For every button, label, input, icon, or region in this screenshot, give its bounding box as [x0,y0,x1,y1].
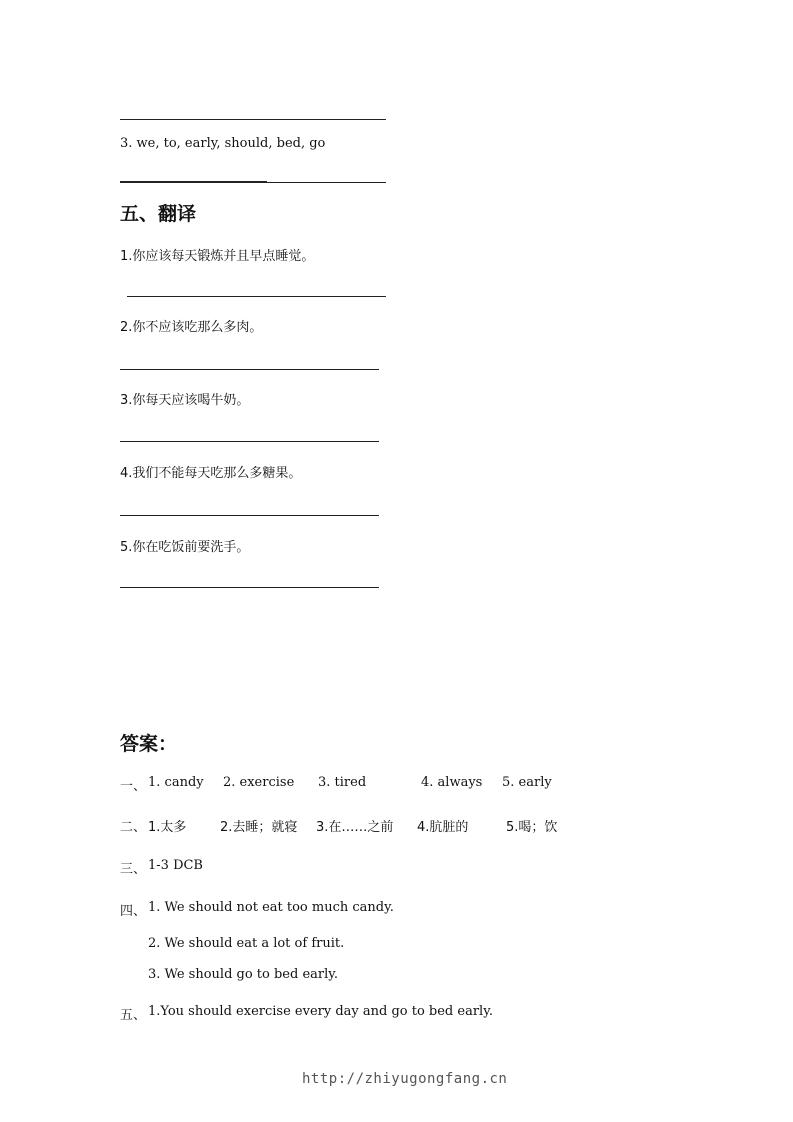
answers-part-3-label: 三、 [120,862,147,877]
answer-2-1: 1.太多 [148,820,187,835]
translation-line-2 [120,369,379,370]
answer-1-3: 3. tired [318,775,367,790]
answer-4-1: 1. We should not eat too much candy. [148,900,394,915]
translation-item-3: 3.你每天应该喝牛奶。 [120,393,250,408]
answers-part-4-label: 四、 [120,904,147,919]
answer-1-5: 5. early [502,775,552,790]
answers-part-5-label: 五、 [120,1008,147,1023]
translation-line-4 [120,515,379,516]
translation-item-1: 1.你应该每天锻炼并且早点睡觉。 [120,249,315,264]
translation-item-5: 5.你在吃饭前要洗手。 [120,540,250,555]
answer-2-2: 2.去睡；就寝 [220,820,298,835]
answers-part-4 [0,900,793,990]
answers-title: 答案： [120,733,178,755]
answers-part-3 [0,858,793,876]
answers-part-2 [0,816,793,834]
answer-line-4-3-b [267,182,386,183]
answer-line-4-2 [120,119,386,120]
question-4-3: 3. we, to, early, should, bed, go [120,136,326,151]
answer-5: 1.You should exercise every day and go to bed early. [148,1004,493,1019]
answers-part-5 [0,1004,793,1022]
translation-line-5 [120,587,379,588]
answer-1-2: 2. exercise [223,775,295,790]
answer-3: 1-3 DCB [148,858,203,873]
answer-line-4-3-a [120,181,267,183]
footer-url[interactable]: http://zhiyugongfang.cn [302,1071,508,1087]
translation-line-3 [120,441,379,442]
translation-line-1 [127,296,386,297]
answer-2-5: 5.喝；饮 [506,820,558,835]
answers-part-1-label: 一、 [120,779,147,794]
answer-2-4: 4.肮脏的 [417,820,469,835]
answer-1-4: 4. always [421,775,483,790]
translation-item-4: 4.我们不能每天吃那么多糖果。 [120,466,302,481]
answers-part-1 [0,775,793,793]
answers-part-2-label: 二、 [120,820,147,835]
section-5-title: 五、翻译 [120,203,197,225]
answer-1-1: 1. candy [148,775,204,790]
answer-4-3: 3. We should go to bed early. [148,967,339,982]
answer-2-3: 3.在……之前 [316,820,394,835]
translation-item-2: 2.你不应该吃那么多肉。 [120,320,263,335]
answer-4-2: 2. We should eat a lot of fruit. [148,936,345,951]
